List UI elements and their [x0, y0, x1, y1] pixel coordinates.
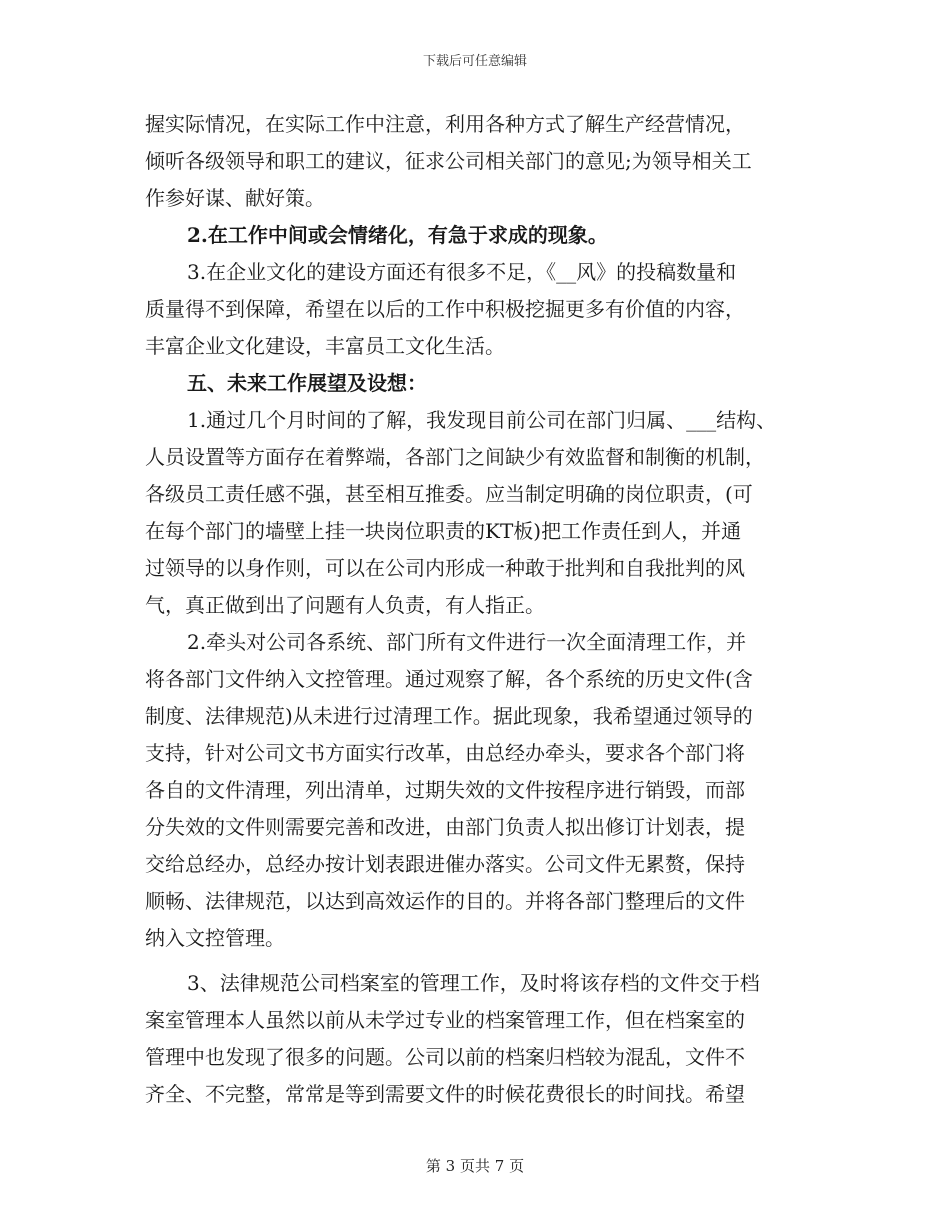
text-line: 五、未来工作展望及设想：: [187, 371, 427, 395]
text-line: 齐全、不完整，常常是等到需要文件的时候花费很长的时间找。希望: [145, 1082, 745, 1106]
paragraph-spacer: [145, 957, 835, 965]
paragraph-plan-2: [145, 624, 835, 957]
text-line: 握实际情况，在实际工作中注意，利用各种方式了解生产经营情况，: [145, 112, 745, 136]
text-line: 2.在工作中间或会情绪化，有急于求成的现象。: [187, 223, 608, 247]
text-line: 交给总经办，总经办按计划表跟进催办落实。公司文件无累赘，保持: [145, 852, 745, 876]
text-line: 将各部门文件纳入文控管理。通过观察了解，各个系统的历史文件(含: [145, 667, 753, 691]
text-line: 3.在企业文化的建设方面还有很多不足，《__风》的投稿数量和: [187, 260, 737, 284]
text-line: 气，真正做到出了问题有人负责，有人指正。: [145, 593, 545, 617]
text-line: 各自的文件清理，列出清单，过期失效的文件按程序进行销毁，而部: [145, 778, 745, 802]
paragraph-continued: [145, 106, 835, 217]
text-line: 各级员工责任感不强，甚至相互推委。应当制定明确的岗位职责，(可: [145, 482, 753, 506]
text-line: 在每个部门的墙壁上挂一块岗位职责的KT板)把工作责任到人，并通: [145, 519, 742, 543]
text-line: 人员设置等方面存在着弊端，各部门之间缺少有效监督和制衡的机制，: [145, 445, 765, 469]
text-line: 倾听各级领导和职工的建议，征求公司相关部门的意见;为领导相关工: [145, 149, 752, 173]
text-line: 管理中也发现了很多的问题。公司以前的档案归档较为混乱，文件不: [145, 1045, 745, 1069]
text-line: 制度、法律规范)从未进行过清理工作。据此现象，我希望通过领导的: [145, 704, 753, 728]
paragraph-plan-3: [145, 957, 835, 1113]
text-line: 2.牵头对公司各系统、部门所有文件进行一次全面清理工作，并: [187, 630, 747, 654]
page-number: 第 3 页共 7 页: [425, 1157, 525, 1175]
text-line: 顺畅、法律规范，以达到高效运作的目的。并将各部门整理后的文件: [145, 889, 745, 913]
text-line: 1.通过几个月时间的了解，我发现目前公司在部门归属、___结构、: [187, 408, 777, 432]
text-line: 案室管理本人虽然以前从未学过专业的档案管理工作，但在档案室的: [145, 1008, 745, 1032]
paragraph-plan-1: [145, 402, 835, 624]
paragraph-item-3: [145, 254, 835, 365]
text-line: 过领导的以身作则，可以在公司内形成一种敢于批判和自我批判的风: [145, 556, 745, 580]
text-line: 3、法律规范公司档案室的管理工作，及时将该存档的文件交于档: [187, 971, 760, 995]
text-line: 质量得不到保障，希望在以后的工作中积极挖掘更多有价值的内容，: [145, 297, 745, 321]
text-line: 支持，针对公司文书方面实行改革，由总经办牵头，要求各个部门将: [145, 741, 745, 765]
document-body: [145, 106, 835, 1113]
paragraph-item-2: [145, 217, 835, 254]
text-line: 丰富企业文化建设，丰富员工文化生活。: [145, 334, 505, 358]
text-line: 作参好谋、献好策。: [145, 186, 325, 210]
paragraph-section-5: [145, 365, 835, 402]
page-header: 下载后可任意编辑: [422, 54, 527, 69]
text-line: 分失效的文件则需要完善和改进，由部门负责人拟出修订计划表，提: [145, 815, 745, 839]
text-line: 纳入文控管理。: [145, 926, 285, 950]
